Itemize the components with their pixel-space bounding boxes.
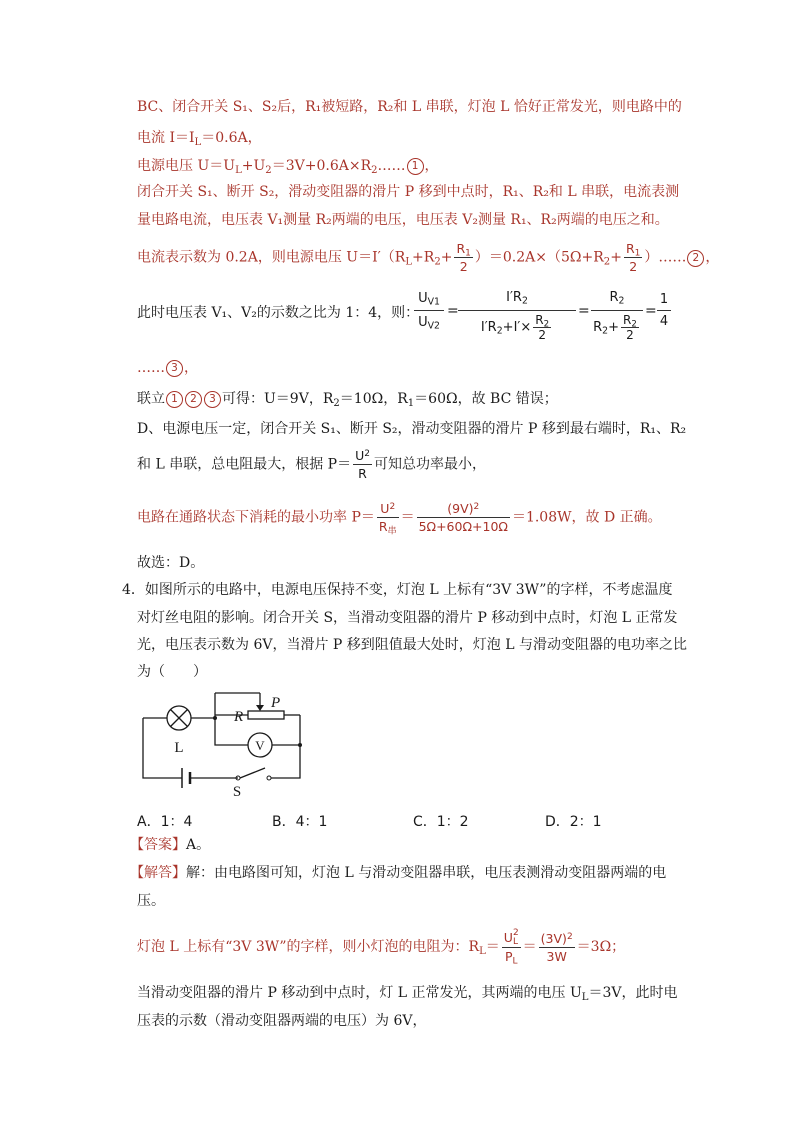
text: 电流 I＝I <box>137 130 195 146</box>
text: R <box>378 519 388 534</box>
sub: 2 <box>631 319 637 330</box>
sub: 2 <box>434 256 441 268</box>
sub: L <box>235 164 242 176</box>
marker-3: 3 <box>204 391 221 408</box>
sub: V2 <box>427 320 440 332</box>
text: +U <box>241 158 266 174</box>
fraction-r2-over-2 <box>533 313 551 342</box>
fraction-one-quarter: $\frac{1}{4}$ <box>657 290 671 333</box>
option-d: D．2：1 <box>545 814 602 830</box>
text: R <box>535 313 544 327</box>
text: 联立 <box>137 391 165 407</box>
answer-value: A。 <box>186 837 211 853</box>
question-4-line-3: 光，电压表示数为 6V，当滑片 P 移到阻值最大处时，灯泡 L 与滑动变阻器的电功率之比 <box>137 637 687 653</box>
slider-arrow-icon <box>256 705 264 711</box>
sub: L <box>512 937 518 948</box>
answer-line <box>130 835 210 855</box>
switch-contact <box>267 776 271 780</box>
solution-line-1: BC、闭合开关 S₁、S₂后，R₁被短路，R₂和 L 串联，灯泡 L 恰好正常发光，则电路中的 <box>137 99 682 115</box>
sub: 2 <box>521 295 528 307</box>
fraction-uv1-uv2 <box>414 288 444 335</box>
equals-sign: = <box>447 303 459 319</box>
text: U <box>503 929 513 945</box>
option-a: A．1：4 <box>137 814 193 830</box>
text: I′R <box>506 290 522 305</box>
text: 2 <box>629 259 638 274</box>
text: …… <box>377 158 406 174</box>
sup: 2 <box>473 501 480 512</box>
sub: L <box>581 991 589 1003</box>
marker-1: 1 <box>407 158 424 175</box>
junction-dot <box>213 716 217 720</box>
solution-q4-line-3 <box>137 928 625 966</box>
text: 可知总功率最小， <box>373 456 486 473</box>
solution-line-7: 此时电压表 V₁、V₂的示数之比为 1：4，则： <box>137 305 420 321</box>
text: 2 <box>538 328 546 342</box>
marker-2: 2 <box>185 391 202 408</box>
solution-q4-line-1 <box>130 863 666 883</box>
text: 电流表示数为 0.2A，则电源电压 U＝I′（R <box>137 249 406 266</box>
solution-line-12 <box>137 500 662 535</box>
text: ）＝0.2A×（5Ω+R <box>474 249 604 266</box>
text: …… <box>137 360 165 376</box>
option-c: C．1：2 <box>413 814 469 830</box>
solution-line-10: D、电源电压一定，闭合开关 S₁、断开 S₂，滑动变阻器的滑片 P 移到最右端时，R₁、R₂ <box>137 421 687 437</box>
sub: 1 <box>465 248 471 259</box>
text: +R <box>412 249 435 266</box>
text: R <box>625 241 635 256</box>
text: + <box>610 249 622 266</box>
fraction-u2-over-r <box>353 447 372 482</box>
solution-line-5: 量电路电流，电压表 V₁测量 R₂两端的电压，电压表 V₂测量 R₁、R₂两端的电压之和。 <box>137 212 669 228</box>
fraction-rated <box>539 930 575 965</box>
text: 5Ω+60Ω+10Ω <box>418 519 508 534</box>
fraction-resistance-ratio <box>591 286 643 345</box>
text: ＝ <box>522 939 537 955</box>
answer-tag: 【答案】 <box>130 837 186 853</box>
junction-dot <box>298 743 302 747</box>
sub: 2 <box>333 397 340 409</box>
fraction-min-power <box>417 500 510 535</box>
sub: 串 <box>387 526 397 537</box>
solution-tag: 【解答】 <box>130 865 186 881</box>
wire-right <box>271 715 300 778</box>
text: 和 L 串联，总电阻最大，根据 P＝ <box>137 456 352 473</box>
fraction-r2-over-2 <box>621 313 639 342</box>
circuit-diagram <box>130 688 315 800</box>
sub: 2 <box>496 325 503 337</box>
solution-line-9 <box>137 389 558 409</box>
solution-line-2 <box>137 128 262 148</box>
marker-1: 1 <box>166 391 183 408</box>
voltmeter-label: V <box>255 738 265 753</box>
text: R <box>456 241 466 256</box>
sub: 2 <box>602 325 609 337</box>
question-4-line-4: 为（ ） <box>137 664 207 680</box>
rheostat-icon <box>248 711 284 719</box>
text: 3W <box>546 948 567 964</box>
sub: 2 <box>603 256 611 268</box>
sub: 1 <box>634 248 641 259</box>
text: U <box>355 448 365 463</box>
text: + <box>608 320 620 335</box>
text: U <box>380 501 390 516</box>
sub: L <box>405 256 413 268</box>
text: R <box>358 466 367 481</box>
solution-line-3: 电源电压 $U=U_L+U_2=3V+0.6A\times R_2\dots\dots$ 1 ， <box>137 158 439 176</box>
sub: 2 <box>371 164 378 176</box>
wire-left <box>143 718 160 778</box>
text: ＝0.6A， <box>201 130 262 146</box>
sub: 1 <box>407 397 415 409</box>
text: ＝10Ω，R <box>339 391 408 407</box>
text: (9V) <box>447 501 474 516</box>
rheostat-label: R <box>234 709 244 725</box>
lamp-label: L <box>174 740 184 756</box>
fraction-u2-over-r-series <box>377 500 399 535</box>
solution-line-13: 故选：D。 <box>137 555 205 571</box>
text: 灯泡 L 上标有“3V 3W”的字样，则小灯泡的电阻为：R <box>137 939 480 955</box>
text: 电源电压 U＝U <box>137 158 236 174</box>
solution-line-6: 电流表示数为 0.2A，则电源电压 $U=I'(R_L+R_2+$ $\frac{R_1}{2}$ ）$=0.2A\times(5\Omega+R_2+$ $\frac{R_1}{2}$ ）…… 2 ， <box>137 241 720 274</box>
sup: 2 <box>566 931 573 942</box>
question-4-line-2: 对灯丝电阻的影响。闭合开关 S，当滑动变阻器的滑片 P 移动到中点时，灯泡 L 正常发 <box>137 610 678 626</box>
text: ＝ <box>400 509 415 526</box>
text: P <box>504 949 513 965</box>
text: 2 <box>626 328 634 342</box>
slider-label: P <box>271 695 281 711</box>
fraction-current-ratio <box>458 286 576 345</box>
text: I′R <box>480 320 497 335</box>
switch-label: S <box>232 784 242 800</box>
solution-q4-line-5: 压表的示数（滑动变阻器两端的电压）为 6V， <box>137 1013 427 1029</box>
question-4-line-1: 4．如图所示的电路中，电源电压保持不变，灯泡 L 上标有“3V 3W”的字样，不考虑温度 <box>122 582 673 598</box>
sup: 2 <box>512 928 519 939</box>
sub: L <box>512 956 518 967</box>
text: 解：由电路图可知，灯泡 L 与滑动变阻器串联，电压表测滑动变阻器两端的电 <box>186 865 667 881</box>
sub: 2 <box>618 295 625 307</box>
solution-line-11 <box>137 447 486 482</box>
switch-icon <box>240 768 265 778</box>
sub: 2 <box>543 319 550 330</box>
text: ＝3V+0.6A×R <box>271 158 372 174</box>
solution-line-4: 闭合开关 S₁、断开 S₂，滑动变阻器的滑片 P 移到中点时，R₁、R₂和 L 串联，电流表测 <box>137 184 680 200</box>
text: R <box>593 320 603 335</box>
equals-sign: = <box>645 303 657 319</box>
text: ＝1.08W，故 D 正确。 <box>511 509 662 526</box>
sup: 2 <box>364 448 370 459</box>
text: ＝ <box>485 939 500 955</box>
text: 当滑动变阻器的滑片 P 移动到中点时，灯 L 正常发光，其两端的电压 U <box>137 985 582 1001</box>
fraction-r1-over-2 <box>454 240 472 275</box>
text: 电路在通路状态下消耗的最小功率 P＝ <box>137 509 375 526</box>
text: U <box>418 291 428 306</box>
text: ＝60Ω，故 BC 错误； <box>414 391 558 407</box>
text: ＝3V，此时电 <box>588 985 678 1001</box>
text: + <box>440 249 453 266</box>
text: ）…… <box>644 249 687 266</box>
sub: L <box>479 945 486 957</box>
text: (3V) <box>540 930 567 946</box>
text: 可得：U＝9V，R <box>222 391 334 407</box>
marker-2: 2 <box>687 250 704 267</box>
fraction-ul2-over-pl <box>502 929 521 966</box>
text: +I′× <box>502 320 532 335</box>
option-b: B．4：1 <box>272 814 328 830</box>
solution-line-8: …… 3 ， <box>137 360 198 376</box>
text: 2 <box>459 259 468 274</box>
text: U <box>418 315 428 330</box>
sup: 2 <box>389 501 396 512</box>
sub: 2 <box>265 164 272 176</box>
text: R <box>623 313 632 327</box>
solution-q4-line-4 <box>137 983 678 1003</box>
sub: V1 <box>427 296 440 308</box>
fraction-r1-over-2 <box>624 240 642 275</box>
sub: L <box>194 136 202 148</box>
text: R <box>609 290 619 305</box>
text: ＝3Ω； <box>576 939 626 955</box>
marker-3: 3 <box>166 360 183 377</box>
equals-sign: = <box>578 303 590 319</box>
solution-q4-line-2: 压。 <box>137 893 165 909</box>
